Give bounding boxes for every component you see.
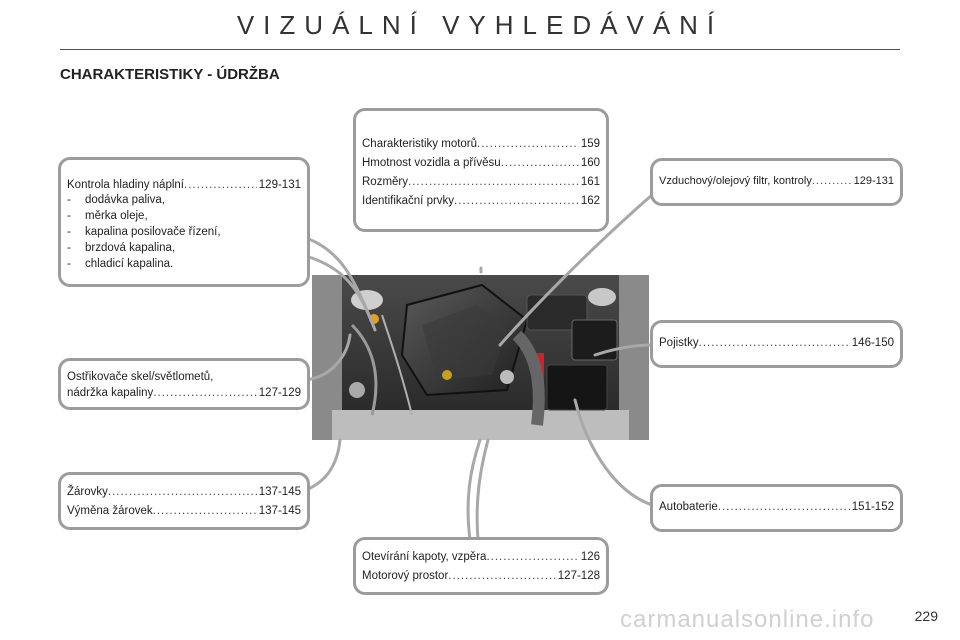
list-item: - dodávka paliva, bbox=[67, 194, 165, 206]
page-ref: 129-131 bbox=[258, 179, 301, 191]
filters-box bbox=[650, 158, 903, 206]
ref-engine-characteristics[interactable]: Charakteristiky motorů ..... 159 bbox=[362, 135, 600, 154]
page-ref: 162 bbox=[580, 195, 600, 207]
watermark: carmanualsonline.info bbox=[620, 606, 875, 633]
list-item: - kapalina posilovače řízení, bbox=[67, 226, 221, 238]
list-item: - měrka oleje, bbox=[67, 210, 148, 222]
section-heading: CHARAKTERISTIKY - ÚDRŽBA bbox=[60, 66, 280, 83]
page-ref: 146-150 bbox=[851, 337, 894, 349]
page-ref: 160 bbox=[580, 157, 600, 169]
engine-bay-image bbox=[312, 275, 649, 440]
ref-engine-compartment[interactable]: Motorový prostor ..... 127-128 bbox=[362, 567, 600, 586]
ref-filters[interactable]: Vzduchový/olejový filtr, kontroly ..... 129-131 bbox=[659, 172, 894, 191]
bulbs-box bbox=[58, 472, 310, 530]
page-ref: 126 bbox=[580, 551, 600, 563]
fuses-box bbox=[650, 320, 903, 368]
page-ref: 151-152 bbox=[851, 501, 894, 513]
engine-specs-box bbox=[353, 108, 609, 232]
ref-bulb-replacement[interactable]: Výměna žárovek ..... 137-145 bbox=[67, 502, 301, 521]
title-divider bbox=[60, 49, 900, 50]
page-ref: 127-129 bbox=[258, 387, 301, 399]
page-ref: 127-128 bbox=[557, 570, 600, 582]
list-item: - brzdová kapalina, bbox=[67, 242, 176, 254]
bonnet-box bbox=[353, 537, 609, 595]
page-number: 229 bbox=[914, 608, 938, 624]
page-ref: 129-131 bbox=[853, 175, 894, 187]
ref-bonnet-opening[interactable]: Otevírání kapoty, vzpěra ..... 126 bbox=[362, 548, 600, 567]
ref-dimensions[interactable]: Rozměry ..... 161 bbox=[362, 173, 600, 192]
page-ref: 159 bbox=[580, 138, 600, 150]
ref-washer-reservoir[interactable]: nádržka kapaliny ..... 127-129 bbox=[67, 385, 301, 401]
list-item: - chladicí kapalina. bbox=[67, 258, 174, 270]
page-ref: 161 bbox=[580, 176, 600, 188]
ref-fluid-levels[interactable]: Kontrola hladiny náplní ..... 129-131 bbox=[67, 178, 301, 192]
ref-battery[interactable]: Autobaterie ..... 151-152 bbox=[659, 498, 894, 517]
ref-fuses[interactable]: Pojistky ..... 146-150 bbox=[659, 334, 894, 353]
page-title: VIZUÁLNÍ VYHLEDÁVÁNÍ bbox=[236, 10, 724, 40]
fluid-levels-box bbox=[58, 157, 310, 287]
washers-line: Ostřikovače skel/světlometů, bbox=[67, 371, 214, 383]
page-ref: 137-145 bbox=[258, 486, 301, 498]
ref-vehicle-weight[interactable]: Hmotnost vozidla a přívěsu ..... 160 bbox=[362, 154, 600, 173]
battery-box bbox=[650, 484, 903, 532]
page-ref: 137-145 bbox=[258, 505, 301, 517]
washers-box bbox=[58, 358, 310, 410]
ref-bulbs[interactable]: Žárovky ..... 137-145 bbox=[67, 483, 301, 502]
ref-identification[interactable]: Identifikační prvky ..... 162 bbox=[362, 192, 600, 211]
